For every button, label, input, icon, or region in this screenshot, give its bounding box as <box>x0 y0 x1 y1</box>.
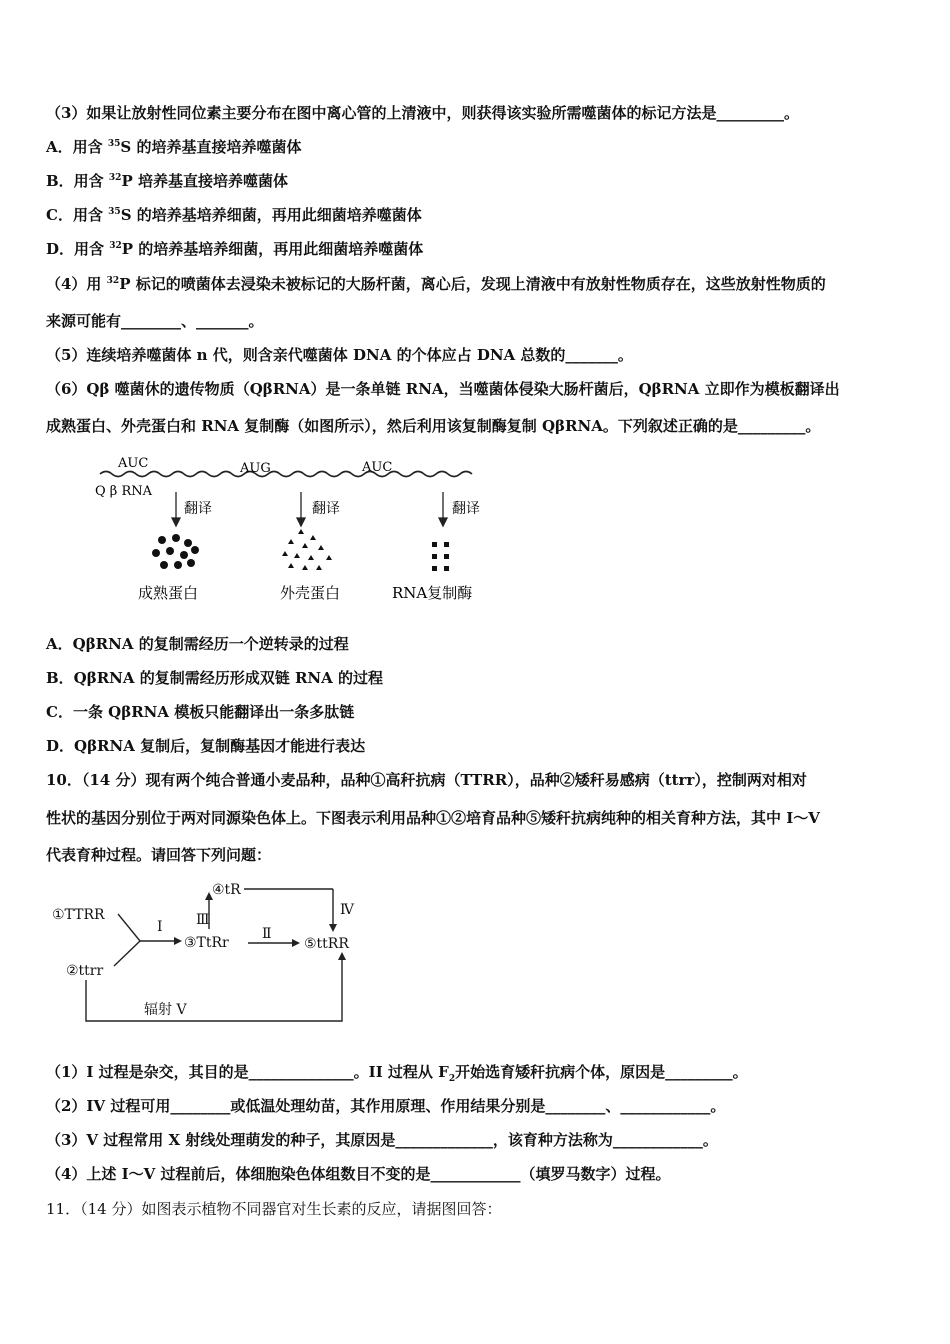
protein-label-2: 外壳蛋白 <box>280 584 341 602</box>
mature-protein-dots <box>152 534 199 569</box>
codon-3: AUC <box>362 460 393 475</box>
q9-4-line1: （4）用 $^{32}$P 标记的喷菌体去浸染未被标记的大肠杆菌，离心后，发现上清液中有放射性物质存在，这些放射性物质的 <box>46 275 826 293</box>
translation-arrows <box>172 492 447 526</box>
step-ii-label: Ⅱ <box>262 926 272 942</box>
q10-sub3: （3）V 过程常用 X 射线处理萌发的种子，其原因是_____________，该育种方法称为____________。 <box>46 1131 718 1149</box>
translate-label-2: 翻译 <box>312 501 340 517</box>
q9-3-stem: （3）如果让放射性同位素主要分布在图中离心管的上清液中，则获得该实验所需噬菌体的标记方法是_________。 <box>46 104 799 122</box>
diagram-arrows <box>86 889 342 1021</box>
q9-5: （5）连续培养噬菌体 n 代，则含亲代噬菌体 DNA 的个体应占 DNA 总数的_______。 <box>46 346 633 364</box>
protein-label-1: 成熟蛋白 <box>138 584 199 602</box>
protein-label-3: RNA复制酶 <box>392 584 473 602</box>
q10-sub2: （2）IV 过程可用________或低温处理幼苗，其作用原理、作用结果分别是________、____________。 <box>46 1097 726 1115</box>
q9-6-option-d: D．QβRNA 复制后，复制酶基因才能进行表达 <box>46 737 366 755</box>
codon-1: AUC <box>118 456 149 471</box>
q10-line2: 性状的基因分别位于两对同源染色体上。下图表示利用品种①②培育品种⑤矮秆抗病纯种的相关育种方法，其中 I～V <box>46 809 820 827</box>
q10-line1: 10．（14 分）现有两个纯合普通小麦品种，品种①高秆抗病（TTRR），品种②矮秆易感病（ttrr），控制两对相对 <box>46 771 807 789</box>
q10-sub1: （1）I 过程是杂交，其目的是______________。II 过程从 $F_2$开始选育矮秆抗病个体，原因是_________。 <box>46 1063 748 1084</box>
rna-label: Q β RNA <box>95 484 152 499</box>
q9-6-line2: 成熟蛋白、外壳蛋白和 RNA 复制酶（如图所示），然后利用该复制酶复制 QβRNA。下列叙述正确的是_________。 <box>46 417 821 435</box>
q9-4-line2: 来源可能有________、_______。 <box>46 312 264 330</box>
replicase-squares <box>432 542 449 571</box>
translate-label-1: 翻译 <box>184 501 212 517</box>
node-ttrr-target: ⑤ttRR <box>304 936 349 952</box>
q9-3-option-c: C．用含 $^{35}$S 的培养基培养细菌，再用此细菌培养噬菌体 <box>46 206 422 224</box>
q9-6-option-c: C．一条 QβRNA 模板只能翻译出一条多肽链 <box>46 703 355 721</box>
q10-line3: 代表育种过程。请回答下列问题： <box>46 846 272 864</box>
rna-strand <box>100 472 472 477</box>
step-i-label: I <box>157 919 163 935</box>
step-iii-label: Ⅲ <box>196 912 210 928</box>
q9-3-option-b: B．用含 $^{32}$P 培养基直接培养噬菌体 <box>46 172 288 190</box>
step-iv-label: Ⅳ <box>340 902 354 918</box>
q9-6-line1: （6）Qβ 噬菌休的遗传物质（QβRNA）是一条单链 RNA，当噬菌体侵染大肠杆菌后，QβRNA 立即作为模板翻译出 <box>46 380 840 398</box>
q11-line1: 11．（14 分）如图表示植物不同器官对生长素的反应，请据图回答： <box>46 1200 502 1218</box>
node-ttrr-f1: ③TtRr <box>184 935 229 951</box>
node-tr-gamete: ④tR <box>212 882 241 898</box>
q10-sub4: （4）上述 I～V 过程前后，体细胞染色体组数目不变的是____________（填罗马数字）过程。 <box>46 1165 671 1183</box>
codon-2: AUG <box>240 461 271 476</box>
q9-3-option-d: D．用含 $^{32}$P 的培养基培养细菌，再用此细菌培养噬菌体 <box>46 240 424 258</box>
breeding-diagram <box>48 874 378 1034</box>
q9-6-option-b: B．QβRNA 的复制需经历形成双链 RNA 的过程 <box>46 669 384 687</box>
node-ttrr-parent: ①TTRR <box>52 907 105 923</box>
translate-label-3: 翻译 <box>452 501 480 517</box>
coat-protein-triangles <box>282 529 332 570</box>
step-v-label: 辐射 V <box>144 1002 187 1018</box>
q9-3-option-a: A．用含 $^{35}$S 的培养基直接培养噬菌体 <box>46 138 302 156</box>
node-ttrr-parent2: ②ttrr <box>66 963 104 979</box>
qbeta-rna-figure <box>90 450 530 610</box>
q9-6-option-a: A．QβRNA 的复制需经历一个逆转录的过程 <box>46 635 349 653</box>
